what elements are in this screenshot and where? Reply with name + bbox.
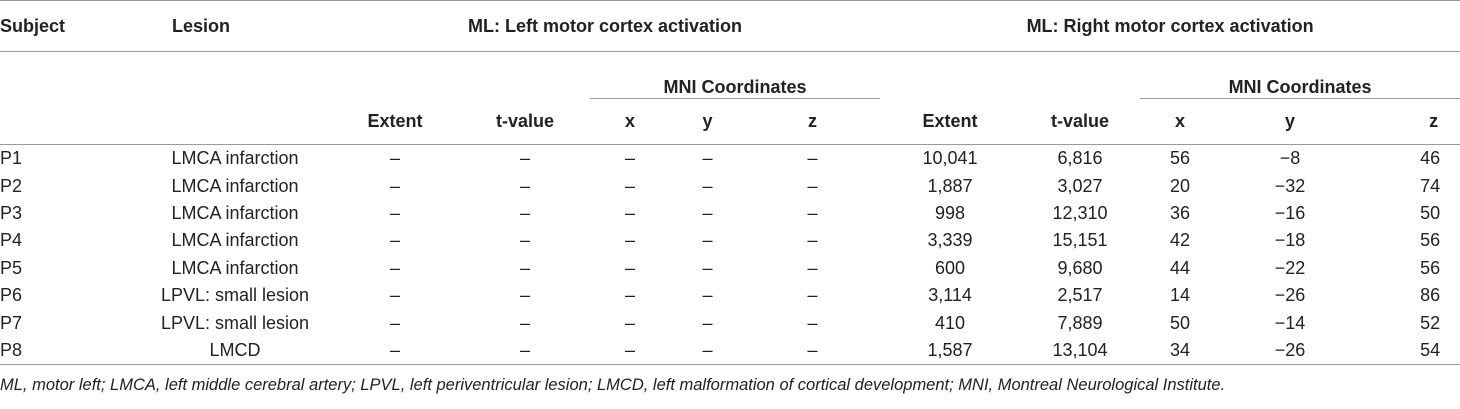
cell-extent-left: – [389, 257, 400, 278]
table-row [0, 309, 1460, 336]
cell-tvalue-right: 7,889 [1057, 312, 1103, 333]
cell-z-right: 50 [1420, 202, 1441, 223]
table-row [0, 172, 1460, 199]
cell-subject: P2 [0, 175, 23, 196]
table-row [0, 337, 1460, 365]
cell-tvalue-left: – [519, 312, 530, 333]
group-header-right-motor: ML: Right motor cortex activation [880, 1, 1460, 52]
cell-y-right: −22 [1274, 257, 1306, 278]
cell-z-left: – [807, 148, 818, 169]
cell-x-left: – [624, 257, 635, 278]
cell-z-right: 74 [1420, 175, 1441, 196]
col-header-x-right: x [1140, 99, 1220, 145]
cell-y-right: −26 [1274, 285, 1306, 306]
cell-extent-left: – [330, 337, 460, 365]
header-row-groups [0, 1, 1460, 52]
cell-tvalue-left: – [519, 202, 530, 223]
cell-z-left: – [807, 312, 818, 333]
cell-tvalue-right: 6,816 [1057, 148, 1103, 169]
cell-subject: P5 [0, 257, 23, 278]
col-header-subject: Subject [0, 1, 100, 52]
col-header-y-left: y [670, 99, 745, 145]
cell-y-left: – [702, 202, 713, 223]
cell-extent-left: – [389, 202, 400, 223]
cell-extent-left: – [389, 148, 400, 169]
cell-z-left: – [807, 257, 818, 278]
cell-tvalue-left: – [519, 175, 530, 196]
col-header-x-left: x [590, 99, 670, 145]
cell-x-right: 42 [1170, 230, 1191, 251]
cell-x-left: – [624, 202, 635, 223]
col-header-tvalue-right: t-value [1020, 99, 1140, 145]
cell-y-left: – [702, 312, 713, 333]
cell-x-right: 14 [1170, 285, 1191, 306]
cell-tvalue-left: – [519, 285, 530, 306]
cell-x-right: 56 [1170, 148, 1191, 169]
cell-z-left: – [745, 337, 880, 365]
cell-z-right: 56 [1420, 257, 1441, 278]
table-row [0, 282, 1460, 309]
col-header-z-right: z [1360, 99, 1460, 145]
cell-y-right: −26 [1220, 337, 1360, 365]
cell-x-right: 44 [1170, 257, 1191, 278]
cell-subject: P1 [0, 148, 23, 169]
header-row-mni [0, 52, 1460, 99]
cell-z-right: 54 [1360, 337, 1460, 365]
cell-lesion: LMCA infarction [171, 230, 299, 251]
col-header-lesion: Lesion [100, 1, 330, 52]
cell-z-left: – [807, 285, 818, 306]
cell-y-right: −8 [1279, 148, 1301, 169]
cell-lesion: LPVL: small lesion [160, 312, 310, 333]
cell-y-left: – [670, 337, 745, 365]
group-header-left-motor: ML: Left motor cortex activation [330, 1, 880, 52]
cell-z-right: 86 [1420, 285, 1441, 306]
cell-y-right: −14 [1274, 312, 1306, 333]
table-body [0, 145, 1460, 365]
cell-extent-right: 998 [935, 202, 966, 223]
cell-extent-right: 10,041 [922, 148, 978, 169]
cell-tvalue-right: 9,680 [1057, 257, 1103, 278]
table-header [0, 1, 1460, 145]
col-header-tvalue-left: t-value [460, 99, 590, 145]
cell-extent-left: – [389, 285, 400, 306]
cell-tvalue-right: 2,517 [1057, 285, 1103, 306]
header-row-columns [0, 99, 1460, 145]
cell-subject: P6 [0, 285, 23, 306]
cell-x-left: – [624, 175, 635, 196]
cell-subject: P7 [0, 312, 23, 333]
cell-extent-left: – [389, 230, 400, 251]
cell-lesion: LMCA infarction [171, 148, 299, 169]
cell-x-right: 36 [1170, 202, 1191, 223]
cell-x-left: – [624, 148, 635, 169]
cell-x-left: – [590, 337, 670, 365]
cell-subject: P4 [0, 230, 23, 251]
cell-y-left: – [702, 230, 713, 251]
col-header-z-left: z [745, 99, 880, 145]
cell-subject: P3 [0, 202, 23, 223]
cell-y-right: −18 [1274, 230, 1306, 251]
cell-lesion: LMCA infarction [171, 175, 299, 196]
col-header-extent-left: Extent [330, 99, 460, 145]
cell-y-left: – [702, 175, 713, 196]
cell-tvalue-left: – [519, 148, 530, 169]
cell-x-left: – [624, 285, 635, 306]
cell-extent-left: – [389, 175, 400, 196]
cell-x-right: 20 [1170, 175, 1191, 196]
cell-lesion: LMCD [100, 337, 330, 365]
cell-tvalue-right: 12,310 [1052, 202, 1108, 223]
cell-tvalue-left: – [519, 230, 530, 251]
table-row [0, 145, 1460, 173]
cell-y-right: −16 [1274, 202, 1306, 223]
cell-subject: P8 [0, 337, 100, 365]
cell-z-left: – [807, 202, 818, 223]
cell-z-left: – [807, 175, 818, 196]
table-row [0, 227, 1460, 254]
mni-header-left: MNI Coordinates [590, 52, 880, 99]
col-header-extent-right: Extent [880, 99, 1020, 145]
cell-tvalue-left: – [460, 337, 590, 365]
cell-z-right: 52 [1420, 312, 1441, 333]
table-footnote: ML, motor left; LMCA, left middle cerebral artery; LPVL, left periventricular lesion; LMCD, left malformation of cortical development; MNI, Montreal Neurological Institute. [0, 376, 1226, 394]
cell-tvalue-right: 15,151 [1052, 230, 1108, 251]
cell-extent-right: 1,887 [927, 175, 973, 196]
cell-z-right: 46 [1420, 148, 1441, 169]
cell-extent-right: 3,114 [928, 285, 972, 306]
cell-lesion: LMCA infarction [171, 257, 299, 278]
cell-lesion: LMCA infarction [171, 202, 299, 223]
cell-extent-right: 410 [935, 312, 966, 333]
cell-x-right: 34 [1140, 337, 1220, 365]
cell-extent-left: – [389, 312, 400, 333]
cell-tvalue-right: 3,027 [1057, 175, 1103, 196]
cell-tvalue-left: – [519, 257, 530, 278]
cell-extent-right: 3,339 [927, 230, 973, 251]
cell-y-left: – [702, 285, 713, 306]
table-row [0, 200, 1460, 227]
mni-header-right: MNI Coordinates [1140, 52, 1460, 99]
cell-y-left: – [702, 148, 713, 169]
cell-x-left: – [624, 312, 635, 333]
col-header-y-right: y [1220, 99, 1360, 145]
cell-tvalue-right: 13,104 [1020, 337, 1140, 365]
cell-z-right: 56 [1420, 230, 1441, 251]
cell-extent-right: 1,587 [880, 337, 1020, 365]
cell-extent-right: 600 [935, 257, 966, 278]
cell-y-left: – [702, 257, 713, 278]
table-row [0, 255, 1460, 282]
cell-lesion: LPVL: small lesion [160, 285, 310, 306]
cell-z-left: – [807, 230, 818, 251]
cell-x-right: 50 [1170, 312, 1191, 333]
cell-x-left: – [624, 230, 635, 251]
cell-y-right: −32 [1274, 175, 1306, 196]
